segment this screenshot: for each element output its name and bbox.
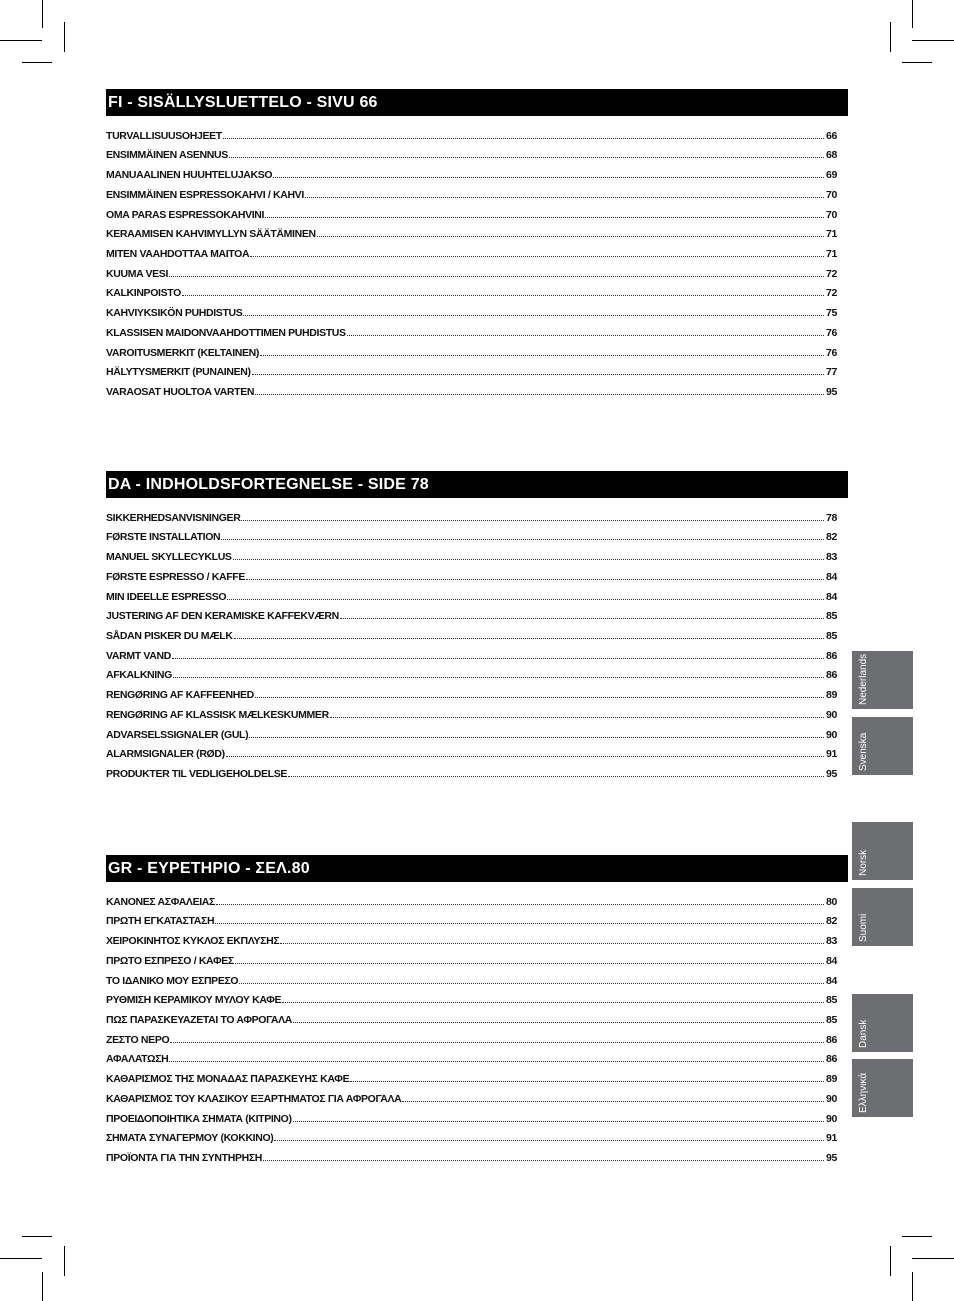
toc-entry-title: SÅDAN PISKER DU MÆLK [106,630,233,643]
toc-entry[interactable] [106,260,837,280]
toc-entry-title: ΤΟ ΙΔΑΝΙΚΟ ΜΟΥ ΕΣΠΡΕΣΟ [106,974,239,987]
toc-entry[interactable] [106,908,837,928]
toc-entry-page: 66 [826,129,837,142]
dot-leader [169,1060,824,1062]
toc-entry[interactable] [106,299,837,319]
toc-section-da [106,471,848,780]
dot-leader [226,755,824,757]
toc-entry-page: 69 [826,169,837,182]
dot-leader [340,617,824,619]
toc-entry-page: 85 [826,1014,837,1027]
dot-leader [265,216,824,218]
toc-entry-title: KLASSISEN MAIDONVAAHDOTTIMEN PUHDISTUS [106,326,346,339]
toc-entry-title: ΠΡΟΕΙΔΟΠΟΙΗΤΙΚΑ ΣΗΜΑΤΑ (ΚΙΤΡΙΝΟ) [106,1112,292,1125]
toc-entry-title: FØRSTE ESPRESSO / KAFFE [106,570,245,583]
toc-entry-page: 85 [826,630,837,643]
toc-entry[interactable] [106,1085,837,1105]
dot-leader [263,1159,824,1161]
crop-mark [22,62,52,63]
toc-entry-title: PRODUKTER TIL VEDLIGEHOLDELSE [106,768,288,781]
crop-mark [912,1258,954,1259]
toc-entry-title: FØRSTE INSTALLATION [106,531,221,544]
toc-entry[interactable] [106,741,837,761]
toc-entry-page: 95 [826,768,837,781]
toc-entry-title: KAHVIYKSIKÖN PUHDISTUS [106,307,243,320]
toc-entry-page: 77 [826,366,837,379]
toc-entry[interactable] [106,221,837,241]
language-tab-label: Nederlands [858,653,869,705]
crop-mark [42,0,43,28]
toc-entry-page: 83 [826,551,837,564]
toc-entry-page: 86 [826,1033,837,1046]
toc-entry-page: 85 [826,610,837,623]
toc-entry-title: VARAOSAT HUOLTOA VARTEN [106,386,255,399]
toc-entry[interactable] [106,1105,837,1125]
language-tab-label: Svenska [858,732,869,771]
crop-mark [902,62,932,63]
crop-mark [902,1236,932,1237]
toc-entry-title: ALARMSIGNALER (RØD) [106,748,225,761]
dot-leader [274,1139,824,1141]
dot-leader [169,275,824,277]
language-tab-label: Norsk [858,849,869,876]
toc-entry[interactable] [106,662,837,682]
toc-entry-page: 90 [826,728,837,741]
toc-entry[interactable] [106,987,837,1007]
language-tab-svenska[interactable] [852,717,913,775]
toc-entry-title: MITEN VAAHDOTTAA MAITOA [106,248,250,261]
toc-entry-page: 89 [826,1073,837,1086]
toc-entry[interactable] [106,319,837,339]
toc-entry-page: 71 [826,228,837,241]
toc-entry-page: 84 [826,974,837,987]
toc-entry-title: MANUEL SKYLLECYKLUS [106,551,232,564]
dot-leader [282,1001,824,1003]
toc-entry-page: 75 [826,307,837,320]
dot-leader [227,598,824,600]
toc-entry-title: MANUAALINEN HUUHTELUJAKSO [106,169,273,182]
dot-leader [293,1120,824,1122]
toc-entry-title: KERAAMISEN KAHVIMYLLYN SÄÄTÄMINEN [106,228,316,241]
toc-entry-page: 85 [826,994,837,1007]
toc-entry-title: SIKKERHEDSANVISNINGER [106,511,241,524]
dot-leader [280,942,824,944]
toc-entry-page: 78 [826,511,837,524]
dot-leader [173,676,824,678]
toc-entry-title: KUUMA VESI [106,267,169,280]
toc-entry[interactable] [106,1006,837,1026]
toc-entry-page: 95 [826,386,837,399]
language-tab-ellinika[interactable] [852,1059,913,1117]
toc-entry-page: 80 [826,895,837,908]
toc-section-gr [106,855,848,1164]
toc-entry[interactable] [106,583,837,603]
toc-entry-page: 84 [826,954,837,967]
toc-entry-page: 84 [826,570,837,583]
dot-leader [288,775,824,777]
toc-entry-title: ΠΩΣ ΠΑΡΑΣΚΕΥΑΖΕΤΑΙ ΤΟ ΑΦΡΟΓΑΛΑ [106,1014,293,1027]
toc-entry-page: 95 [826,1152,837,1165]
toc-entry-title: ENSIMMÄINEN ESPRESSOKAHVI / KAHVI [106,188,304,201]
crop-mark [890,1246,891,1276]
toc-entry[interactable] [106,201,837,221]
toc-entry-page: 71 [826,248,837,261]
crop-mark [22,1236,52,1237]
dot-leader [255,393,824,395]
toc-entry-page: 84 [826,590,837,603]
toc-entry-title: KALKINPOISTO [106,287,181,300]
toc-entry-title: HÄLYTYSMERKIT (PUNAINEN) [106,366,251,379]
dot-leader [223,137,824,139]
dot-leader [241,519,824,521]
toc-entry[interactable] [106,1125,837,1145]
toc-entry-title: AFKALKNING [106,669,172,682]
toc-entry[interactable] [106,947,837,967]
toc-entry[interactable] [106,760,837,780]
toc-entry-title: RENGØRING AF KLASSISK MÆLKESKUMMER [106,708,329,721]
dot-leader [234,637,824,639]
language-tab-suomi[interactable] [852,888,913,946]
toc-entry-title: VAROITUSMERKIT (KELTAINEN) [106,346,260,359]
crop-mark [64,1246,65,1276]
toc-entry-title: TURVALLISUUSOHJEET [106,129,222,142]
crop-mark [0,40,42,41]
toc-entry-page: 91 [826,1132,837,1145]
toc-entry-page: 70 [826,208,837,221]
language-tab-label: Dansk [858,1019,869,1048]
toc-entry[interactable] [106,1046,837,1066]
dot-leader [273,176,824,178]
dot-leader [235,962,824,964]
language-tab-label: Ελληνικά [858,1072,869,1113]
dot-leader [305,196,824,198]
language-tab-nederlands[interactable] [852,651,913,709]
dot-leader [233,558,824,560]
toc-entry-page: 70 [826,188,837,201]
toc-entry-title: ΠΡΩΤΟ ΕΣΠΡΕΣΟ / ΚΑΦΕΣ [106,954,234,967]
dot-leader [221,538,824,540]
language-tab-dansk[interactable] [852,994,913,1052]
toc-entry-title: ΠΡΟΪΟΝΤΑ ΓΙΑ ΤΗΝ ΣΥΝΤΗΡΗΣΗ [106,1152,263,1165]
toc-entry-title: OMA PARAS ESPRESSOKAHVINI [106,208,265,221]
toc-entry-title: MIN IDEELLE ESPRESSO [106,590,227,603]
dot-leader [246,578,824,580]
dot-leader [250,255,824,257]
language-tab-label: Suomi [858,913,869,942]
dot-leader [317,235,824,237]
dot-leader [347,334,824,336]
toc-entry-page: 68 [826,149,837,162]
toc-entry[interactable] [106,543,837,563]
toc-entry[interactable] [106,122,837,142]
dot-leader [249,736,824,738]
toc-entry-page: 86 [826,1053,837,1066]
section-header: FI - SISÄLLYSLUETTELO - SIVU 66 [106,89,848,116]
section-header: DA - INDHOLDSFORTEGNELSE - SIDE 78 [106,471,848,498]
toc-entry-title: VARMT VAND [106,649,171,662]
toc-entry[interactable] [106,681,837,701]
toc-entry-page: 91 [826,748,837,761]
toc-entry-page: 83 [826,935,837,948]
dot-leader [216,903,824,905]
crop-mark [64,22,65,52]
toc-entry[interactable] [106,701,837,721]
toc-entry-page: 90 [826,708,837,721]
toc-entry-page: 90 [826,1092,837,1105]
toc-entry-page: 76 [826,326,837,339]
dot-leader [350,1080,824,1082]
toc-entry-page: 72 [826,267,837,280]
section-header: GR - ΕΥΡΕΤΗΡΙΟ - ΣΕΛ.80 [106,855,848,882]
toc-entry[interactable] [106,888,837,908]
toc-entry-title: ΚΑΝΟΝΕΣ ΑΣΦΑΛΕΙΑΣ [106,895,215,908]
dot-leader [260,354,824,356]
toc-section-fi [106,89,848,398]
dot-leader [402,1100,824,1102]
toc-entry[interactable] [106,721,837,741]
toc-entry-page: 76 [826,346,837,359]
toc-entry-title: ΚΑΘΑΡΙΣΜΟΣ ΤΗΣ ΜΟΝΑΔΑΣ ΠΑΡΑΣΚΕΥΗΣ ΚΑΦΕ [106,1073,350,1086]
crop-mark [42,1272,43,1301]
toc-entry-title: JUSTERING AF DEN KERAMISKE KAFFEKVÆRN [106,610,339,623]
toc-entry[interactable] [106,280,837,300]
dot-leader [243,314,824,316]
toc-entry[interactable] [106,603,837,623]
dot-leader [215,922,824,924]
toc-entry-title: ADVARSELSSIGNALER (GUL) [106,728,249,741]
toc-entry-page: 86 [826,649,837,662]
toc-entry[interactable] [106,524,837,544]
dot-leader [255,696,824,698]
toc-list [106,888,848,1164]
toc-list [106,122,848,398]
toc-entry[interactable] [106,563,837,583]
crop-mark [0,1258,42,1259]
language-tab-norsk[interactable] [852,822,913,880]
toc-entry-page: 72 [826,287,837,300]
dot-leader [182,294,824,296]
crop-mark [912,0,913,28]
crop-mark [912,40,954,41]
dot-leader [330,716,824,718]
toc-entry[interactable] [106,142,837,162]
toc-entry[interactable] [106,504,837,524]
toc-list [106,504,848,780]
toc-entry-page: 89 [826,689,837,702]
toc-entry[interactable] [106,240,837,260]
dot-leader [293,1021,824,1023]
toc-entry-title: RENGØRING AF KAFFEENHED [106,689,254,702]
toc-entry-title: ΖΕΣΤΟ ΝΕΡΟ [106,1033,170,1046]
toc-entry-title: ΑΦΑΛΑΤΩΣΗ [106,1053,169,1066]
toc-entry-title: ΣΗΜΑΤΑ ΣΥΝΑΓΕΡΜΟΥ (ΚΟΚΚΙΝΟ) [106,1132,274,1145]
toc-entry[interactable] [106,1065,837,1085]
toc-entry-title: ENSIMMÄINEN ASENNUS [106,149,228,162]
dot-leader [229,156,824,158]
toc-entry-title: ΚΑΘΑΡΙΣΜΟΣ ΤΟΥ ΚΛΑΣΙΚΟΥ ΕΞΑΡΤΗΜΑΤΟΣ ΓΙΑ ΑΦΡΟΓΑΛΑ [106,1092,402,1105]
toc-entry[interactable] [106,927,837,947]
toc-entry[interactable] [106,378,837,398]
crop-mark [912,1272,913,1301]
toc-entry-page: 86 [826,669,837,682]
toc-entry-page: 90 [826,1112,837,1125]
toc-entry[interactable] [106,1026,837,1046]
toc-entry[interactable] [106,622,837,642]
toc-entry[interactable] [106,161,837,181]
toc-entry-page: 82 [826,531,837,544]
dot-leader [170,1041,824,1043]
toc-entry[interactable] [106,181,837,201]
dot-leader [252,373,824,375]
toc-entry[interactable] [106,339,837,359]
toc-entry-page: 82 [826,915,837,928]
toc-entry-title: ΠΡΩΤΗ ΕΓΚΑΤΑΣΤΑΣΗ [106,915,215,928]
toc-entry[interactable] [106,642,837,662]
crop-mark [890,22,891,52]
toc-entry-title: ΧΕΙΡΟΚΙΝΗΤΟΣ ΚΥΚΛΟΣ ΕΚΠΛΥΣΗΣ [106,935,280,948]
dot-leader [172,657,824,659]
dot-leader [239,982,824,984]
toc-entry[interactable] [106,1144,837,1164]
toc-entry-title: ΡΥΘΜΙΣΗ ΚΕΡΑΜΙΚΟΥ ΜΥΛΟΥ ΚΑΦΕ [106,994,282,1007]
toc-entry[interactable] [106,967,837,987]
toc-entry[interactable] [106,359,837,379]
